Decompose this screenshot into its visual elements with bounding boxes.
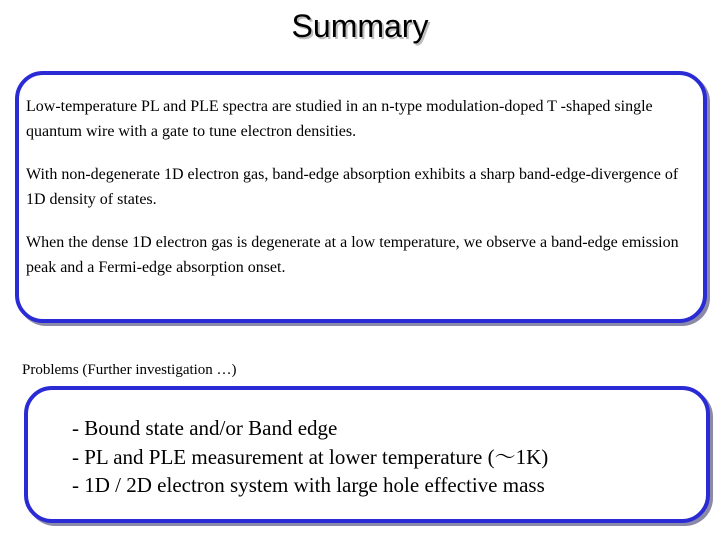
slide-title: Summary	[291, 8, 429, 44]
summary-text	[26, 94, 698, 298]
problem-item-electron-system: - 1D / 2D electron system with large hole effective mass	[72, 473, 545, 497]
problem-item-bound-state: - Bound state and/or Band edge	[72, 416, 338, 440]
problem-item-pl-ple-measurement: - PL and PLE measurement at lower temperature (～1K)	[72, 444, 549, 469]
summary-paragraph-2: With non-degenerate 1D electron gas, band-edge absorption exhibits a sharp band-edge-divergence of 1D density of states.	[26, 166, 679, 208]
summary-paragraph-3: When the dense 1D electron gas is degenerate at a low temperature, we observe a band-edge emission peak and a Fermi-edge absorption onset.	[26, 234, 679, 276]
summary-paragraph-1: Low-temperature PL and PLE spectra are studied in an n-type modulation-doped T -shaped single quantum wire with a gate to tune electron densities.	[26, 98, 653, 140]
problems-list	[72, 414, 692, 500]
problems-label: Problems (Further investigation …)	[22, 362, 237, 378]
